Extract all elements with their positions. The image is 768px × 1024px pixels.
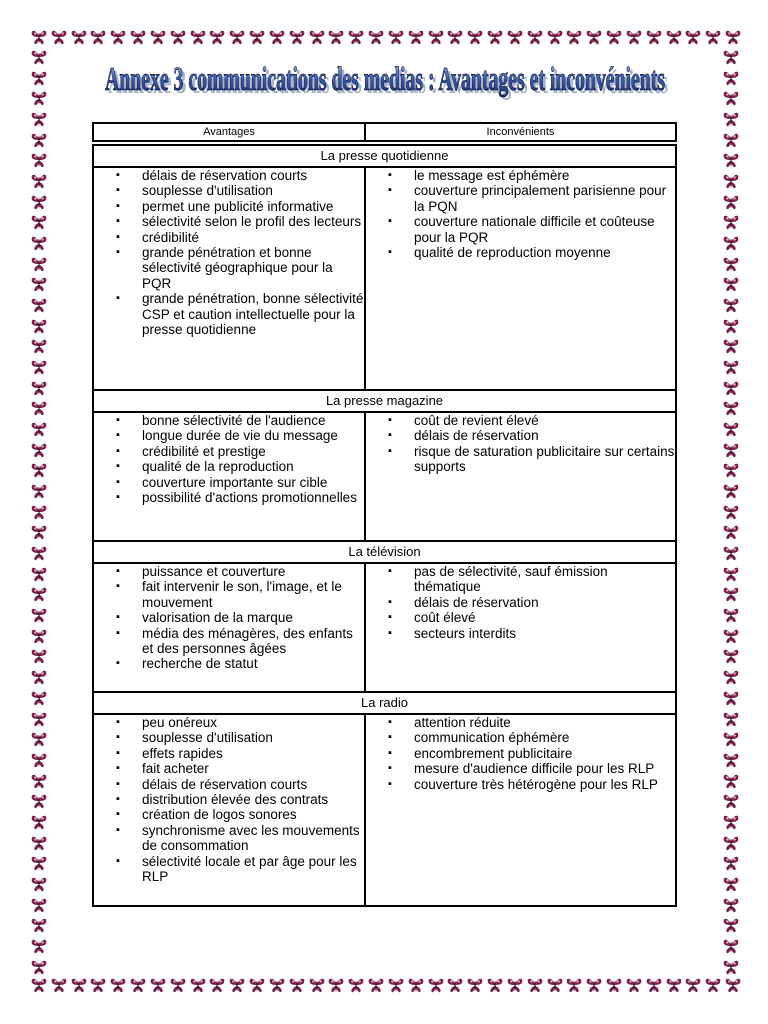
butterfly-icon <box>645 28 663 46</box>
butterfly-icon <box>724 28 742 46</box>
butterfly-icon <box>722 420 740 438</box>
butterfly-icon <box>546 976 564 994</box>
butterfly-icon <box>387 28 405 46</box>
page-title <box>80 48 690 108</box>
butterfly-icon <box>722 172 740 190</box>
butterfly-icon <box>724 976 742 994</box>
list-item: ▪ fait intervenir le son, l'image, et le mouvement <box>142 579 364 610</box>
inconvenients-cell <box>365 563 676 692</box>
butterfly-icon <box>565 976 583 994</box>
butterfly-icon <box>248 976 266 994</box>
list-item: ▪ risque de saturation publicitaire sur certains supports <box>414 444 675 475</box>
butterfly-icon <box>722 647 740 665</box>
butterfly-icon <box>30 358 48 376</box>
butterfly-icon <box>722 710 740 728</box>
butterfly-icon <box>30 585 48 603</box>
butterfly-icon <box>684 28 702 46</box>
list-item: ▪ puissance et couverture <box>142 564 364 579</box>
butterfly-icon <box>30 896 48 914</box>
butterfly-icon <box>605 28 623 46</box>
butterfly-icon <box>30 730 48 748</box>
list-item: ▪ média des ménagères, des enfants et des personnes âgées <box>142 626 364 657</box>
butterfly-icon <box>625 28 643 46</box>
section-title: La radio <box>93 692 676 714</box>
butterfly-icon <box>722 772 740 790</box>
butterfly-icon <box>722 110 740 128</box>
list-item: ▪ valorisation de la marque <box>142 610 364 625</box>
butterfly-icon <box>169 976 187 994</box>
butterfly-icon <box>722 151 740 169</box>
butterfly-icon <box>466 28 484 46</box>
butterfly-icon <box>30 337 48 355</box>
butterfly-border-left <box>30 48 48 976</box>
list-item: ▪ distribution élevée des contrats <box>142 792 364 807</box>
butterfly-icon <box>208 28 226 46</box>
section-content-row <box>93 412 676 541</box>
butterfly-icon <box>722 234 740 252</box>
butterfly-icon <box>722 255 740 273</box>
butterfly-icon <box>446 28 464 46</box>
list-item: ▪ encombrement publicitaire <box>414 746 675 761</box>
butterfly-icon <box>30 976 48 994</box>
butterfly-icon <box>722 441 740 459</box>
butterfly-icon <box>722 523 740 541</box>
butterfly-icon <box>722 213 740 231</box>
section-content-row <box>93 714 676 906</box>
avantages-cell <box>93 563 365 692</box>
butterfly-border-top <box>30 28 742 46</box>
butterfly-icon <box>565 28 583 46</box>
butterfly-icon <box>684 976 702 994</box>
butterfly-icon <box>30 565 48 583</box>
section-header-row <box>93 692 676 714</box>
section-header-row <box>93 145 676 167</box>
list-item: ▪ qualité de la reproduction <box>142 459 364 474</box>
butterfly-icon <box>722 668 740 686</box>
butterfly-icon <box>427 28 445 46</box>
list-item: ▪ délais de réservation courts <box>142 168 364 183</box>
avantages-list <box>94 168 364 337</box>
butterfly-icon <box>546 28 564 46</box>
butterfly-icon <box>30 151 48 169</box>
butterfly-icon <box>208 976 226 994</box>
butterfly-icon <box>30 193 48 211</box>
page-title-text: Annexe 3 communications des medias : Avantages et inconvénients <box>105 61 665 98</box>
butterfly-icon <box>30 461 48 479</box>
butterfly-icon <box>665 28 683 46</box>
list-item: ▪ création de logos sonores <box>142 807 364 822</box>
column-header-inconvenients: Inconvénients <box>365 123 676 141</box>
butterfly-icon <box>625 976 643 994</box>
butterfly-icon <box>585 28 603 46</box>
list-item: ▪ longue durée de vie du message <box>142 428 364 443</box>
section-content-row <box>93 563 676 692</box>
butterfly-icon <box>466 976 484 994</box>
butterfly-icon <box>722 916 740 934</box>
list-item: ▪ sélectivité selon le profil des lecteurs <box>142 214 364 229</box>
butterfly-icon <box>30 213 48 231</box>
butterfly-icon <box>89 28 107 46</box>
butterfly-icon <box>109 976 127 994</box>
butterfly-icon <box>387 976 405 994</box>
butterfly-icon <box>30 131 48 149</box>
butterfly-icon <box>30 813 48 831</box>
butterfly-icon <box>605 976 623 994</box>
butterfly-icon <box>722 937 740 955</box>
butterfly-icon <box>722 792 740 810</box>
butterfly-icon <box>30 523 48 541</box>
butterfly-icon <box>30 958 48 976</box>
section-title: La presse quotidienne <box>93 145 676 167</box>
list-item: ▪ souplesse d'utilisation <box>142 730 364 745</box>
butterfly-icon <box>248 28 266 46</box>
butterfly-icon <box>30 916 48 934</box>
butterfly-icon <box>149 976 167 994</box>
list-item: ▪ le message est éphémère <box>414 168 675 183</box>
list-item: ▪ délais de réservation <box>414 595 675 610</box>
butterfly-icon <box>704 28 722 46</box>
list-item: ▪ grande pénétration, bonne sélectivité CSP et caution intellectuelle pour la presse quotidienne <box>142 291 364 337</box>
butterfly-icon <box>722 193 740 211</box>
butterfly-icon <box>89 976 107 994</box>
butterfly-icon <box>446 976 464 994</box>
butterfly-icon <box>30 834 48 852</box>
butterfly-icon <box>268 28 286 46</box>
butterfly-icon <box>722 358 740 376</box>
butterfly-icon <box>722 482 740 500</box>
inconvenients-list <box>366 413 675 475</box>
butterfly-icon <box>30 296 48 314</box>
list-item: ▪ souplesse d'utilisation <box>142 183 364 198</box>
butterfly-icon <box>722 606 740 624</box>
butterfly-icon <box>722 48 740 66</box>
butterfly-icon <box>722 854 740 872</box>
butterfly-icon <box>30 875 48 893</box>
butterfly-icon <box>722 585 740 603</box>
butterfly-icon <box>722 689 740 707</box>
butterfly-icon <box>30 28 48 46</box>
list-item: ▪ couverture très hétérogène pour les RLP <box>414 777 675 792</box>
butterfly-icon <box>722 89 740 107</box>
butterfly-icon <box>722 337 740 355</box>
butterfly-icon <box>665 976 683 994</box>
butterfly-icon <box>30 751 48 769</box>
butterfly-icon <box>30 172 48 190</box>
butterfly-icon <box>288 28 306 46</box>
butterfly-icon <box>722 544 740 562</box>
butterfly-icon <box>189 976 207 994</box>
butterfly-icon <box>722 627 740 645</box>
section-header-row <box>93 541 676 563</box>
avantages-list <box>94 715 364 884</box>
butterfly-icon <box>30 234 48 252</box>
butterfly-icon <box>486 976 504 994</box>
butterfly-icon <box>70 28 88 46</box>
list-item: ▪ coût élevé <box>414 610 675 625</box>
butterfly-icon <box>30 627 48 645</box>
butterfly-icon <box>30 937 48 955</box>
butterfly-icon <box>30 792 48 810</box>
inconvenients-cell <box>365 412 676 541</box>
butterfly-icon <box>367 976 385 994</box>
butterfly-icon <box>722 399 740 417</box>
butterfly-icon <box>169 28 187 46</box>
butterfly-icon <box>30 710 48 728</box>
butterfly-icon <box>30 647 48 665</box>
list-item: ▪ délais de réservation <box>414 428 675 443</box>
butterfly-icon <box>722 275 740 293</box>
list-item: ▪ délais de réservation courts <box>142 777 364 792</box>
butterfly-icon <box>722 131 740 149</box>
list-item: ▪ secteurs interdits <box>414 626 675 641</box>
list-item: ▪ attention réduite <box>414 715 675 730</box>
column-header-avantages: Avantages <box>93 123 365 141</box>
list-item: ▪ recherche de statut <box>142 656 364 671</box>
inconvenients-cell <box>365 714 676 906</box>
butterfly-icon <box>722 751 740 769</box>
butterfly-icon <box>50 28 68 46</box>
list-item: ▪ sélectivité locale et par âge pour les RLP <box>142 854 364 885</box>
avantages-cell <box>93 714 365 906</box>
butterfly-icon <box>30 606 48 624</box>
butterfly-icon <box>645 976 663 994</box>
list-item: ▪ fait acheter <box>142 761 364 776</box>
butterfly-icon <box>722 317 740 335</box>
butterfly-icon <box>327 976 345 994</box>
list-item: ▪ couverture nationale difficile et coûteuse pour la PQR <box>414 214 675 245</box>
butterfly-icon <box>30 69 48 87</box>
butterfly-icon <box>149 28 167 46</box>
butterfly-icon <box>722 503 740 521</box>
avantages-list <box>94 413 364 505</box>
page-title-shadow: Annexe 3 communications des medias : Avantages et inconvénients <box>108 64 668 101</box>
avantages-cell <box>93 412 365 541</box>
butterfly-icon <box>347 28 365 46</box>
butterfly-icon <box>327 28 345 46</box>
list-item: ▪ bonne sélectivité de l'audience <box>142 413 364 428</box>
butterfly-icon <box>367 28 385 46</box>
inconvenients-list <box>366 564 675 641</box>
list-item: ▪ couverture importante sur cible <box>142 475 364 490</box>
butterfly-icon <box>722 875 740 893</box>
list-item: ▪ couverture principalement parisienne pour la PQN <box>414 183 675 214</box>
inconvenients-list <box>366 715 675 792</box>
list-item: ▪ communication éphémère <box>414 730 675 745</box>
butterfly-icon <box>722 958 740 976</box>
avantages-cell <box>93 167 365 390</box>
list-item: ▪ coût de revient élevé <box>414 413 675 428</box>
butterfly-icon <box>268 976 286 994</box>
avantages-list <box>94 564 364 672</box>
list-item: ▪ crédibilité <box>142 230 364 245</box>
butterfly-icon <box>129 976 147 994</box>
butterfly-icon <box>30 110 48 128</box>
butterfly-icon <box>407 976 425 994</box>
butterfly-icon <box>506 28 524 46</box>
butterfly-icon <box>30 275 48 293</box>
butterfly-icon <box>585 976 603 994</box>
list-item: ▪ synchronisme avec les mouvements de consommation <box>142 823 364 854</box>
butterfly-icon <box>30 379 48 397</box>
list-item: ▪ grande pénétration et bonne sélectivité géographique pour la PQR <box>142 245 364 291</box>
butterfly-icon <box>30 668 48 686</box>
butterfly-border-bottom <box>30 976 742 994</box>
butterfly-icon <box>347 976 365 994</box>
section-title: La télévision <box>93 541 676 563</box>
butterfly-icon <box>30 441 48 459</box>
list-item: ▪ effets rapides <box>142 746 364 761</box>
list-item: ▪ qualité de reproduction moyenne <box>414 245 675 260</box>
butterfly-icon <box>30 317 48 335</box>
column-header-row <box>93 123 676 141</box>
butterfly-icon <box>722 730 740 748</box>
butterfly-icon <box>30 255 48 273</box>
list-item: ▪ crédibilité et prestige <box>142 444 364 459</box>
butterfly-icon <box>30 503 48 521</box>
butterfly-icon <box>30 89 48 107</box>
butterfly-icon <box>30 854 48 872</box>
butterfly-icon <box>50 976 68 994</box>
butterfly-icon <box>288 976 306 994</box>
butterfly-icon <box>526 976 544 994</box>
butterfly-icon <box>526 28 544 46</box>
butterfly-icon <box>308 976 326 994</box>
section-header-row <box>93 390 676 412</box>
butterfly-icon <box>506 976 524 994</box>
section-content-row <box>93 167 676 390</box>
list-item: ▪ permet une publicité informative <box>142 199 364 214</box>
butterfly-icon <box>228 976 246 994</box>
butterfly-icon <box>228 28 246 46</box>
butterfly-icon <box>722 296 740 314</box>
list-item: ▪ pas de sélectivité, sauf émission thématique <box>414 564 675 595</box>
inconvenients-list <box>366 168 675 260</box>
section-title: La presse magazine <box>93 390 676 412</box>
butterfly-icon <box>407 28 425 46</box>
butterfly-icon <box>722 834 740 852</box>
list-item: ▪ peu onéreux <box>142 715 364 730</box>
butterfly-icon <box>30 482 48 500</box>
butterfly-icon <box>30 399 48 417</box>
butterfly-icon <box>308 28 326 46</box>
list-item: ▪ possibilité d'actions promotionnelles <box>142 490 364 505</box>
butterfly-icon <box>30 544 48 562</box>
media-comparison-table <box>92 122 677 907</box>
butterfly-icon <box>704 976 722 994</box>
butterfly-icon <box>30 48 48 66</box>
butterfly-icon <box>722 813 740 831</box>
butterfly-icon <box>109 28 127 46</box>
butterfly-icon <box>427 976 445 994</box>
butterfly-icon <box>129 28 147 46</box>
butterfly-icon <box>722 69 740 87</box>
butterfly-icon <box>722 896 740 914</box>
butterfly-icon <box>30 689 48 707</box>
list-item: ▪ mesure d'audience difficile pour les RLP <box>414 761 675 776</box>
butterfly-border-right <box>722 48 740 976</box>
butterfly-icon <box>70 976 88 994</box>
butterfly-icon <box>722 379 740 397</box>
inconvenients-cell <box>365 167 676 390</box>
butterfly-icon <box>30 772 48 790</box>
butterfly-icon <box>722 565 740 583</box>
butterfly-icon <box>30 420 48 438</box>
butterfly-icon <box>486 28 504 46</box>
butterfly-icon <box>722 461 740 479</box>
butterfly-icon <box>189 28 207 46</box>
